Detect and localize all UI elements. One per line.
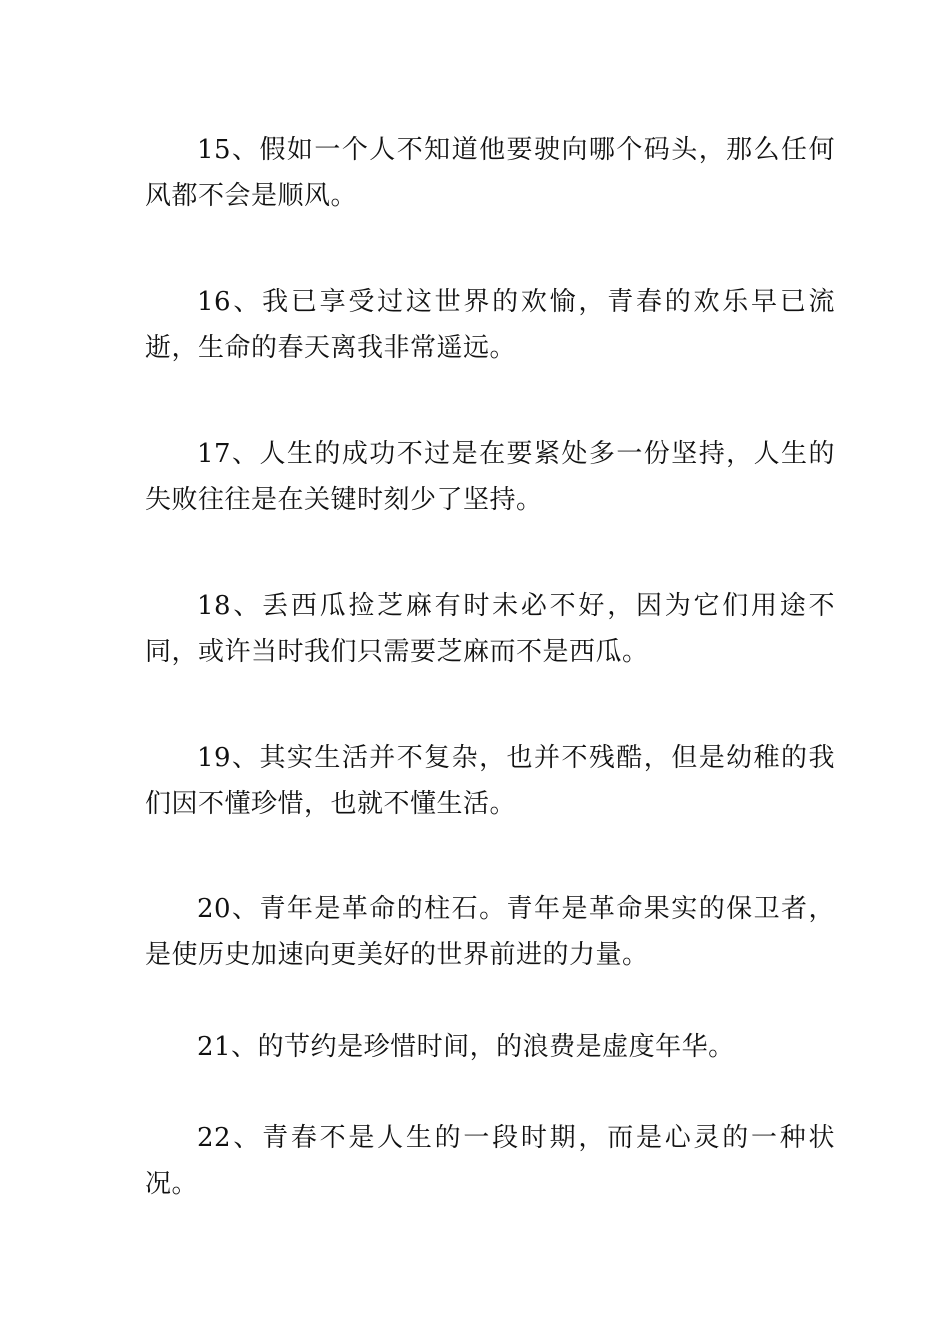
paragraph-19: 19、其实生活并不复杂，也并不残酷，但是幼稚的我们因不懂珍惜，也就不懂生活。 — [145, 743, 835, 819]
paragraph-15: 15、假如一个人不知道他要驶向哪个码头，那么任何风都不会是顺风。 — [145, 135, 835, 211]
paragraph-16: 16、我已享受过这世界的欢愉，青春的欢乐早已流逝，生命的春天离我非常遥远。 — [145, 287, 835, 363]
paragraph-22: 22、青春不是人生的一段时期，而是心灵的一种状况。 — [145, 1123, 835, 1199]
paragraph-17: 17、人生的成功不过是在要紧处多一份坚持，人生的失败往往是在关键时刻少了坚持。 — [145, 439, 835, 515]
paragraph-18: 18、丢西瓜捡芝麻有时未必不好，因为它们用途不同，或许当时我们只需要芝麻而不是西瓜。 — [145, 591, 835, 667]
paragraph-21: 21、的节约是珍惜时间，的浪费是虚度年华。 — [197, 1032, 735, 1062]
paragraph-20: 20、青年是革命的柱石。青年是革命果实的保卫者，是使历史加速向更美好的世界前进的力量。 — [145, 894, 835, 970]
